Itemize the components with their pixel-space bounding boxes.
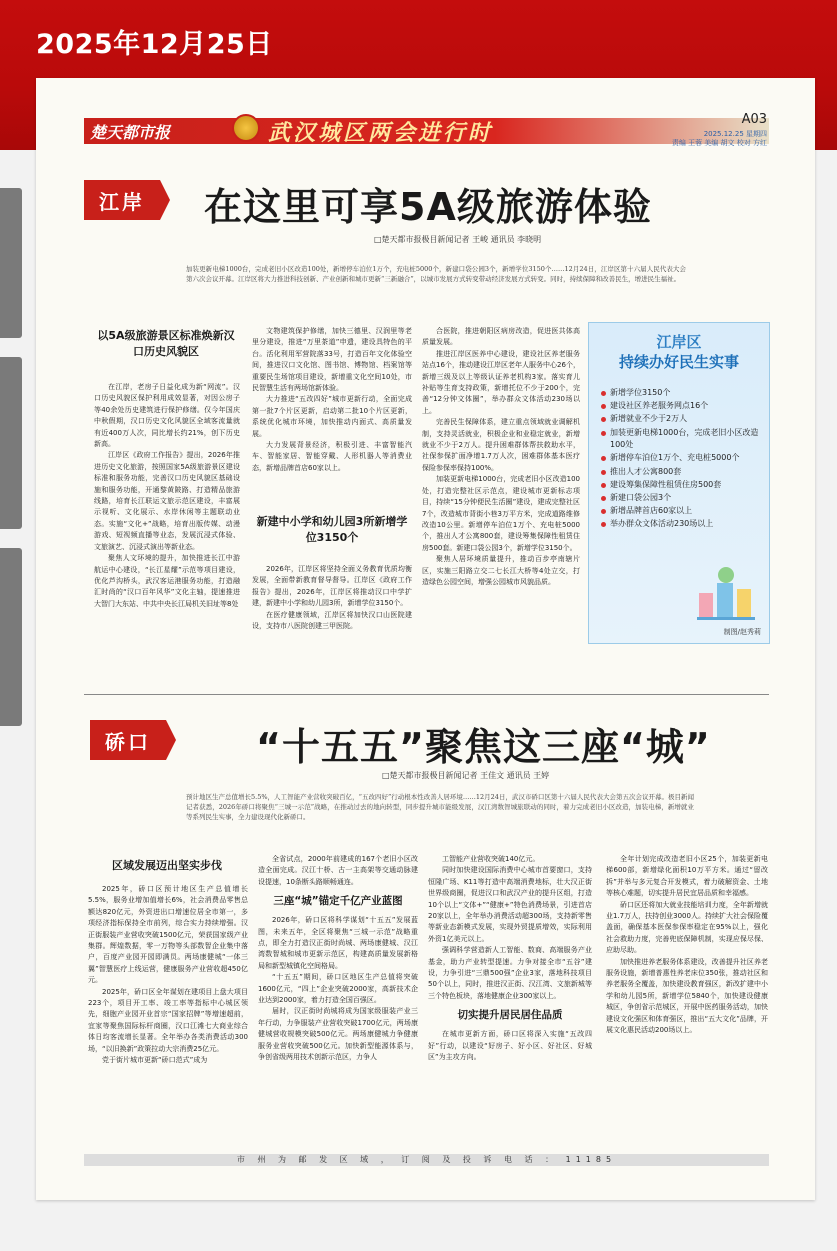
infobox-item: 新建口袋公园3个 bbox=[601, 492, 761, 505]
article2-column-2: 全省试点，2000年前建成的167个老旧小区改造全面完成。汉江十桥、古一主高架等交通动脉建设提速，10条断头路顺畅通连。 三座“城”锚定千亿产业蓝图 2026年，硚口区将科学谋划“十五五”发展蓝图，未来五年，全区将聚焦“三城一示范”战略重点，即全力打造汉正街时尚城、两场康健城、汉江湾数智城和城市更新示范区，构建高质量发展新格局和新型城镇化空间格局。 “十五五”期间，硚口区地区生产总值将突破1600亿元，“四上”企业突破2000家，高新技术企业达到2000家，着力打造全国百强区。 届时，汉正街时尚城将成为国家级服装产业三年行动，力争服装产业营收突破1700亿元，两场康健城营收规模突破500亿元。两场康健城力争健康服务业营收突破500亿元。加快新型能源体系与，争创省级两用技术创新示范区，力争人 bbox=[258, 855, 418, 1062]
article1-subhead-2: 新建中小学和幼儿园3所新增学位3150个 bbox=[256, 515, 408, 544]
infobox-item: 新增就业不少于2万人 bbox=[601, 413, 761, 426]
infobox-item: 新增停车泊位1万个、充电桩5000个 bbox=[601, 452, 761, 465]
article2-column-4: 全年计划完成改造老旧小区25个，加装更新电梯600部，新增绿化面积10万平方米。通过“留改拆”并举与多元复合开发模式，着力破解资金、土地等核心难题，切实提升居民宜居品质和幸福感。 硚口区还将加大就业技能培训力度，全年新增就业1.7万人，扶持创业3000人。持续扩大社会保险覆盖面，确保基本医保参保率稳定在95%以上，强化社会救助力度，完善兜底保障机制，实现应保尽保、应助尽助。 加快推进养老服务体系建设，改善提升社区养老服务设施，新增普惠性养老床位350张，推动社区和养老服务全覆盖，加快建设教育强区，新改扩建中小学和幼儿园5所，新增学位5840个，加快建设健康城区，争创省示范城区，开展中医药服务活动，加快建设文化强区和体育强区，推出“五大文化”品牌，开展文化惠民活动200场以上。 bbox=[606, 855, 768, 1035]
infobox-credit: 制图/赵秀莉 bbox=[723, 628, 761, 636]
article1-lede: 加装更新电梯1000台，完成老旧小区改造100处，新增停车泊位1万个，充电桩5000个，新建口袋公园3个，新增学位3150个……12月24日，江岸区第十六届人民代表大会第六次会议开幕。江岸区将大力推进科技创新、产业创新和城市更新“三新融合”，以城市发展方式转变带动经济发展方式转变。同时，持续保障和改善民生，增进民生福祉。 bbox=[186, 265, 686, 283]
article1-column-1: 在江岸，老房子日益化成为新“网流”。汉口历史风貌区保护利用成效显著，对因公房子等40余处历史建筑进行保护修缮。仅今年国庆中秋假期，汉口历史文化风貌区全域客流量就有近400万人次，同比增长约21%，创下历史新高。 江岸区《政府工作报告》提出，2026年推进历史文化旅游，按照国家5A级旅游景区建设标准和服务功能，完善汉口历史风貌区基础设施和服务功能，开通黎黄陂路、打造精品旅游线路，培育长江联运文旅示范区建设，丰富展示视听、文化展示、水岸休闲等主题联动业态。实施“文化+”战略，培育出版传媒、动漫游戏、短视频直播等业态，发展沉浸式体验、文旅演艺、沉浸式演出等新业态。 聚焦人文环境的提升，加快推进长江中游航运中心建设，“长江星耀”示范等项目建设，优化芦沟桥头，武汉客运港服务功能，打造融汇时尚的“汉口百年风华”文化主轴，提速推进大智门大东站、中共中央长江局机关旧址等8处 bbox=[94, 383, 240, 608]
article2-lede: 预计地区生产总值增长5.5%，人工智能产业营收突破百亿，“五改四好”行动根本性改善人居环境……12月24日，武汉市硚口区第十六届人民代表大会第五次会议开幕。极目新闻记者获悉，2026年硚口将聚焦“三城一示范”战略，在推动过去的地向转型，同步提升城市能级发展，汉江湾数智城旅联动的同时，着力完成老旧小区改造，加装电梯，新增就业等系列民生实事，全力建设现代化新硚口。 bbox=[186, 793, 694, 821]
article1-headline: 在这里可享5A级旅游体验 bbox=[204, 185, 652, 229]
left-edge-tab[interactable] bbox=[0, 548, 22, 726]
newspaper-page bbox=[36, 78, 815, 1200]
article2-byline: □楚天都市报极目新闻记者 王佳文 通讯员 王婷 bbox=[382, 771, 550, 780]
infobox-title: 江岸区 bbox=[656, 333, 702, 351]
article2-column-3: 工智能产业营收突破140亿元。 同时加快建设国际消费中心城市首要窗口，支持恒隆广场、K11等打造中高端消费地标，壮大汉正街世界级商圈，促进汉口和武汉产业的提升区组，打造10个以上“文体+”“健康+”特色消费场景，引进首店20家以上，全年举办消费活动超300场，支持新零售等新业态新模式发展，实现外贸提质增效，实际利用外资1亿美元以上。 强调科学营造新人工智能、数商、高端服务产业基金，助力产业转型提速。力争对接全市“五谷”建设，力争引进“三鼎500强”企业3家，落地科技项目50个以上，同时，推进汉正街、汉江湾、文旅新城等三个特色板块，落地健康企业300家以上。 切实提升居民居住品质 在城市更新方面，硚口区将深入实施“五改四好”行动，以建设“好房子、好小区、好社区、好城区”为主攻方向。 bbox=[428, 855, 592, 1062]
community-illustration bbox=[695, 563, 757, 621]
section-divider bbox=[84, 694, 769, 695]
masthead bbox=[84, 118, 769, 144]
paper-name: 楚天都市报 bbox=[90, 123, 171, 142]
publication-date: 2025年12月25日 bbox=[36, 29, 273, 60]
page-editors: 责编 王蓉 美编 胡文 校对 方红 bbox=[671, 139, 767, 147]
infobox-item: 建设筹集保障性租赁住房500套 bbox=[601, 479, 761, 492]
emblem-icon bbox=[232, 114, 260, 142]
infobox-item: 新增品牌首店60家以上 bbox=[601, 505, 761, 518]
left-edge-tab[interactable] bbox=[0, 188, 22, 338]
infobox-item: 举办群众文体活动230场以上 bbox=[601, 518, 761, 531]
article1-subhead-1: 以5A级旅游景区标准焕新汉口历史风貌区 bbox=[97, 329, 235, 358]
page-number: A03 bbox=[741, 112, 767, 127]
article2-subhead-3: 切实提升居民居住品质 bbox=[457, 1009, 563, 1022]
article1-byline: □楚天都市报极目新闻记者 王峻 通讯员 李晓明 bbox=[374, 235, 542, 244]
article1-column-3: 合医院，推进朝阳区病房改造，促进医共体高质量发展。 推进江岸区医养中心建设，建设社区养老服务站点16个，推动建设江岸区老年人服务中心26个，新增三级及以上等级认证养老机构3家。落实育儿补贴等生育支持政策，新增托位不少于200个，完善“12分钟文体圈”，举办群众文体活动230场以上。 完善民生保障体系，建立重点领域就业调解机制，支持灵活就业，积极企业和业稳定就业，新增就业不少于2万人。提升困难群体帮扶救助水平，社保参保扩面净增1.7万人次，困难群体基本医疗保险参保率保持100%。 加装更新电梯1000台，完成老旧小区改造100处，打造完整社区示范点，建设城市更新标志项目，持续“15分钟便民生活圈”建设，建成完整社区7个，改造城市背街小巷3万平方米，完成道路维修改造10公里。新增停车泊位1万个、充电桩5000个，推出人才公寓800套，建设筹集保障性租赁住房500套。新建口袋公园3个，新增学位3150个。 聚焦人居环境质量提升，推动百步亭南辖片区，实施三阳路立交二七长江大桥等4处立交，打造绿色公园空间，增强公园城市风貌品质。 bbox=[422, 327, 580, 586]
article1-column-2a: 文物建筑保护修缮，加快三德里、汉润里等老里分建设，推进“万里茶道”申遗，建设具特色的平台。活化利用军营院落33号，打造百年文化体验空间，推进汉口文化馆、图书馆、博物馆、档案馆等重要民生场馆项目建设，新增重文化空间10处，市民智慧生活有两场馆新体验。 大力推进“五改四好”城市更新行动，全面完成第一批7个片区更新，启动第二批10个片区更新，系统优化城市环境，加快推动内面式、高质量发展。 大力发展背景经济，积极引进、丰富智能汽车、智能家居、智能穿戴、人形机器人等消费业态，新增品牌首店60家以上。 bbox=[252, 327, 412, 472]
livelihood-infobox bbox=[588, 322, 770, 644]
section-tag: 硚口 bbox=[90, 720, 166, 760]
article2-subhead-1: 区域发展迈出坚实步伐 bbox=[112, 859, 222, 872]
infobox-item: 加装更新电梯1000台，完成老旧小区改造100处 bbox=[601, 427, 761, 452]
left-edge-tab[interactable] bbox=[0, 357, 22, 529]
footer-hotline: 市 州 为 邮 发 区 域 ， 订 阅 及 投 诉 电 话 ： 11185 bbox=[84, 1154, 769, 1166]
page-date: 2025.12.25 星期四 bbox=[703, 130, 767, 138]
section-tag: 江岸 bbox=[84, 180, 160, 220]
article1-column-2b: 2026年，江岸区将坚持全面义务教育优质均衡发展，全面带新教育督导督导。江岸区《政府工作报告》提出，2026年，江岸区将推动汉口中学扩建，新建中小学和幼儿园3所，新增学位3150个。 在医疗健康领域，江岸区将加快汉口山医院建设，支持市八医院创建三甲医院。 bbox=[252, 565, 412, 631]
column-banner: 武汉城区两会进行时 bbox=[268, 120, 494, 146]
infobox-item: 推出人才公寓800套 bbox=[601, 466, 761, 479]
infobox-item: 建设社区养老服务网点16个 bbox=[601, 400, 761, 413]
infobox-list bbox=[601, 387, 761, 531]
page-meta bbox=[672, 130, 767, 148]
infobox-item: 新增学位3150个 bbox=[601, 387, 761, 400]
article2-subhead-2: 三座“城”锚定千亿产业蓝图 bbox=[273, 895, 403, 908]
article2-headline: “十五五”聚焦这三座“城” bbox=[256, 725, 711, 769]
article2-column-1: 2025年，硚口区预计地区生产总值增长5.5%，服务业增加值增长6%，社会消费品零售总额达820亿元，外资进出口增速位居全市第一，多项经济指标保持全市前列，综合实力持续增强。汉正街服装产业营收突破1500亿元，荣获国家级产业集群。辉煌数据，零一万物等头部数智企业集中落户，百度产业园开园即满员。两场康健城“一体三翼”智慧医疗上线运营，健康服务产业营收超450亿元。 2025年，硚口区全年谋划在建项目上盘大项目223个，项目开工率、竣工率等指标中心城区领先，细胞产业园开业首宗“国家招牌”等增速超前，宜家等聚焦国际标杆商圈，汉口江滩七大商业综合体日均客流增长显著。全年举办各类消费活动300场，“以旧换新”政策拉动大宗消费25亿元。 党于街片城市更新“硚口范式”成为 bbox=[88, 885, 248, 1065]
infobox-subtitle: 持续办好民生实事 bbox=[618, 353, 739, 371]
